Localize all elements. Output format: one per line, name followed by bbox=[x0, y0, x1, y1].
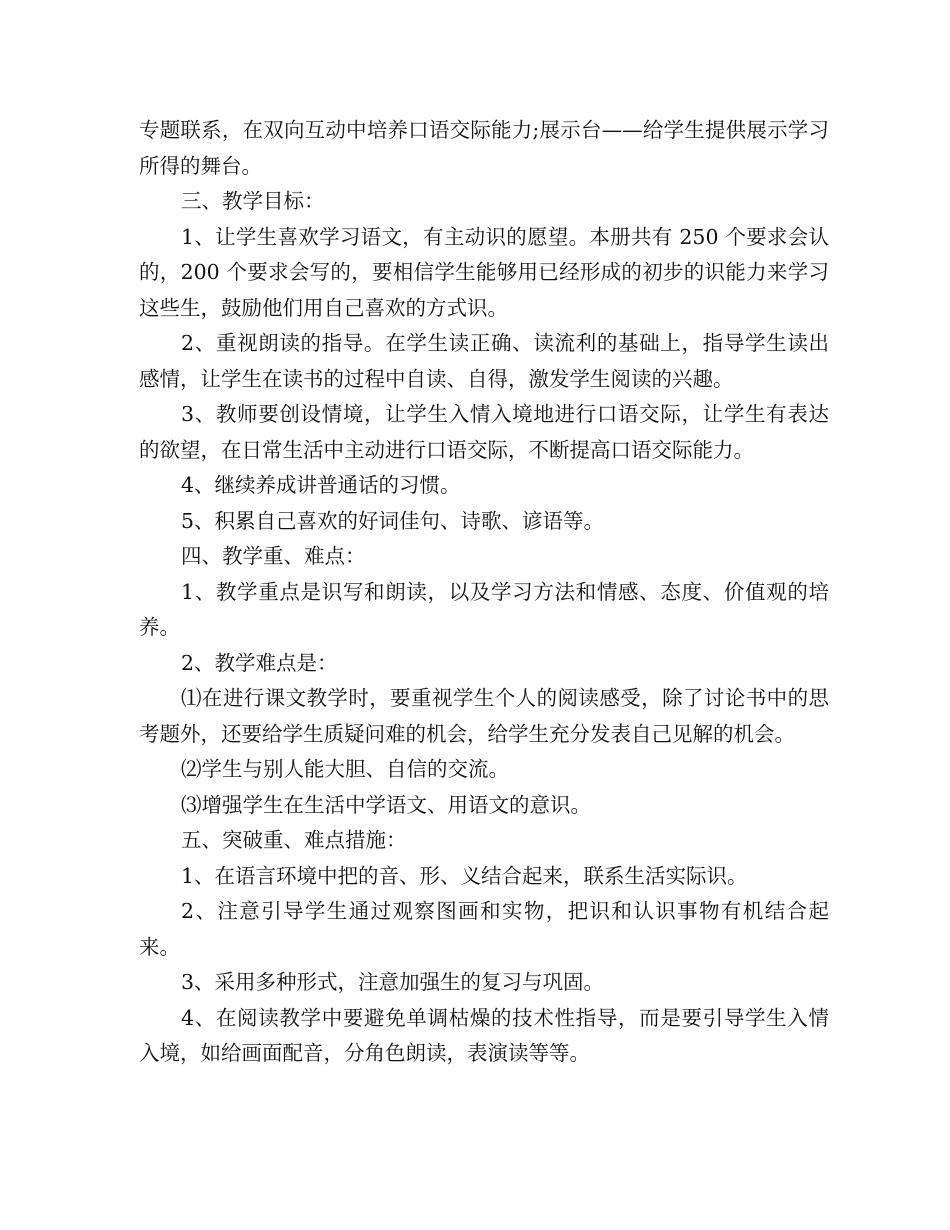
paragraph-measure-3: 3、采用多种形式，注意加强生的复习与巩固。 bbox=[181, 970, 605, 994]
paragraph-difficulty-1: ⑴在进行课文教学时，要重视学生个人的阅读感受，除了讨论书中的思考题外，还要给学生质疑问难的机会，给学生充分发表自己见解的机会。 bbox=[139, 686, 829, 746]
paragraph-measure-1: 1、在语言环境中把的音、形、义结合起来，联系生活实际识。 bbox=[181, 863, 748, 888]
paragraph-key-point-2: 2、教学难点是： bbox=[181, 650, 338, 675]
document-body bbox=[139, 113, 829, 1072]
paragraph-goal-5: 5、积累自己喜欢的好词佳句、诗歌、谚语等。 bbox=[181, 508, 605, 533]
paragraph-key-point-1: 1、教学重点是识写和朗读，以及学习方法和情感、态度、价值观的培养。 bbox=[139, 579, 829, 639]
paragraph-measure-4: 4、在阅读教学中要避免单调枯燥的技术性指导，而是要引导学生入情入境，如给画面配音，分角色朗读，表演读等等。 bbox=[139, 1005, 829, 1065]
paragraph-goal-1: 1、让学生喜欢学习语文，有主动识的愿望。本册共有 250 个要求会认的，200 个要求会写的，要相信学生能够用已经形成的初步的识能力来学习这些生，鼓励他们用自己喜欢的方式识。 bbox=[139, 224, 829, 320]
section-heading-measures: 五、突破重、难点措施： bbox=[181, 828, 407, 852]
paragraph-continuation: 专题联系，在双向互动中培养口语交际能力;展示台——给学生提供展示学习所得的舞台。 bbox=[139, 118, 829, 178]
section-heading-teaching-goals: 三、教学目标： bbox=[181, 189, 325, 213]
paragraph-goal-3: 3、教师要创设情境，让学生入情入境地进行口语交际，让学生有表达的欲望，在日常生活中主动进行口语交际，不断提高口语交际能力。 bbox=[139, 402, 829, 462]
paragraph-measure-2: 2、注意引导学生通过观察图画和实物，把识和认识事物有机结合起来。 bbox=[139, 899, 829, 959]
section-heading-key-points: 四、教学重、难点： bbox=[181, 544, 366, 568]
paragraph-goal-2: 2、重视朗读的指导。在学生读正确、读流利的基础上，指导学生读出感情，让学生在读书的过程中自读、自得，激发学生阅读的兴趣。 bbox=[139, 331, 829, 391]
paragraph-goal-4: 4、继续养成讲普通话的习惯。 bbox=[181, 473, 461, 497]
paragraph-difficulty-3: ⑶增强学生在生活中学语文、用语文的意识。 bbox=[181, 792, 591, 817]
paragraph-difficulty-2: ⑵学生与别人能大胆、自信的交流。 bbox=[181, 757, 509, 781]
